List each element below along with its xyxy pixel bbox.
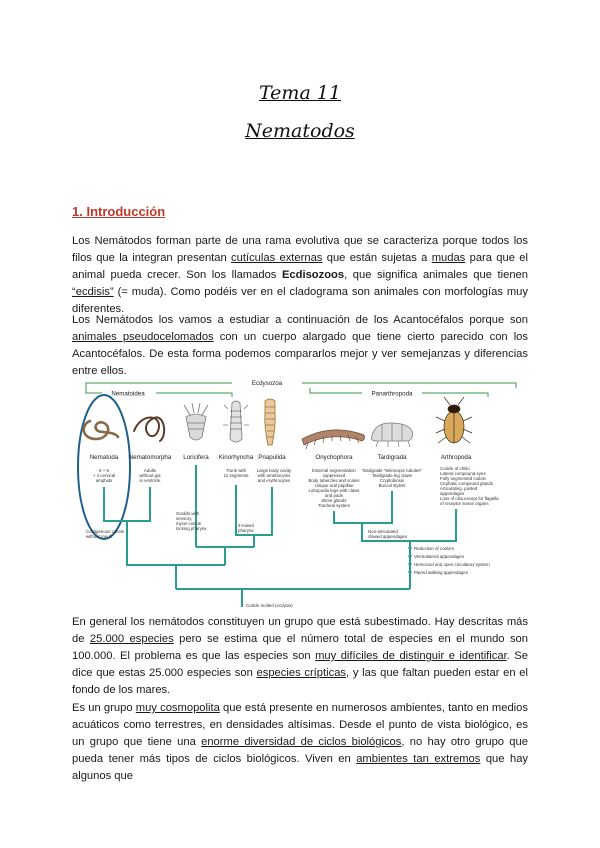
node-note-kin-pri-2: pharynx [238, 528, 254, 533]
page-title-line1: Tema 11 [258, 82, 341, 104]
clado-label-ecdysozoa: Ecdysozoa [251, 380, 283, 387]
note-tardigrada-1: Tardigrade "telescopic tubules" [362, 468, 422, 473]
note-priapulida-2: with amebocytes [257, 473, 291, 478]
clado-label-nematoidea: Nematoidea [111, 390, 145, 398]
priapulida-drawing [265, 399, 275, 445]
node-note-panarthropoda-1: Non-articulated [368, 529, 398, 534]
kinorhyncha-drawing [223, 401, 249, 442]
paragraph-cosmopolita: Es un grupo muy cosmopolita que está presente en numerosos ambientes, tanto en medios acuáticos como terrestres, en densidades altísimas. Desde el punto de vista biológico, es un grupo que tiene una enorme diversidad de ciclos biológicos, no hay otro grupo que pueda tener más tipos de ciclos biológicos. Viven en ambientes tan extremos que hay algunos que [72, 702, 529, 782]
node-note-scalidophora-3: mycel cuticle [176, 521, 202, 526]
note-arthropoda-3: Fully segmented cuticle [440, 476, 486, 481]
paragraph-intro: Los Nemátodos forman parte de una rama evolutiva que se caracteriza porque todos los filos que la integran presentan cutículas externas que están sujetas a mudas para que el animal pueda crecer. Son los llamados Ecdisozoos, que significa animales que tienen “ecdisis” (= muda). Como podéis ver en el cladograma son animales con morfologías muy diferentes. [72, 235, 528, 315]
taxon-tardigrada: Tardigrada [377, 454, 407, 461]
arthropoda-drawing [436, 397, 472, 443]
note-nematomorpha-3: in ventricle [139, 478, 161, 483]
node-note-arthropoda-base-1: Reduction of coelom [414, 546, 455, 551]
note-onychophora-6: and pads [324, 493, 344, 498]
note-kinorhyncha-1: Trunk with [225, 468, 247, 473]
clado-label-panarthropoda: Panarthropoda [371, 390, 413, 398]
paragraph-acantocefalos: Los Nemátodos los vamos a estudiar a continuación de los Acantocéfalos porque son animales pseudocelomados con un cuerpo alargado que tiene cierto parecido con los Acantocéfalos. De esta forma podemos compararlos mejor y ver semejanzas y diferencias entre ellos. [72, 314, 528, 377]
note-kinorhyncha-2: 11 segments [223, 473, 249, 478]
note-onychophora-8: Tracheal system [317, 503, 351, 508]
taxon-arthropoda: Arthropoda [440, 454, 472, 461]
taxon-kinorhyncha: Kinorhyncha [218, 454, 254, 461]
note-arthropoda-8: of receptor sense organs [440, 501, 489, 506]
cladogram-figure [72, 375, 528, 610]
note-onychophora-3: Body tubercles and scales [308, 478, 360, 483]
note-nematoda-2: + 4 cervical [92, 473, 116, 478]
taxon-onychophora: Onychophora [315, 454, 353, 461]
note-nematomorpha-2: without gut [139, 473, 161, 478]
node-note-scalidophora-1: Scalids with [176, 511, 200, 516]
note-nematoda-3: amphids [95, 478, 113, 483]
node-note-arthropoda-base-4: Paired walking appendages [414, 570, 468, 575]
note-onychophora-7: Slime glands [321, 498, 347, 503]
note-tardigrada-4: Buccal stylets [378, 483, 406, 488]
note-arthropoda-4: Cephalic compound glands [440, 481, 493, 486]
node-note-panarthropoda-2: clawed appendages [368, 534, 408, 539]
node-note-arthropoda-base-3: Hemocoel and open circulatory system [414, 562, 490, 567]
page-title-line2: Nematodos [245, 120, 355, 142]
node-note-scalidophora-4: locking pharynx [176, 526, 207, 531]
note-onychophora-1: External segmentation [312, 468, 356, 473]
node-note-scalidophora-2: sensory, [176, 516, 193, 521]
node-note-nematoida-2: without moult [86, 534, 112, 539]
node-note-kin-pri-1: 3-rowed [238, 523, 254, 528]
note-tardigrada-2: Tardigrade leg claws [371, 473, 413, 478]
note-tardigrada-3: Cryptobiosis [379, 478, 405, 483]
loricifera-drawing [184, 403, 208, 440]
paragraph-especies: En general los nemátodos constituyen un grupo que está subestimado. Hay descritas más de 25.000 especies pero se estima que el número total de especies en el mundo son 100.000. El problema es que las especies son muy difíciles de distinguir e identificar. Se dice que estas 25.000 especies son especies crípticas, y las que faltan pueden estar en el fondo de los mares. [72, 616, 528, 696]
node-note-root: Cuticle molted (ecdysis) [246, 603, 293, 608]
onychophora-drawing [302, 430, 365, 449]
note-onychophora-5: Lobopodia legs with claws [308, 488, 360, 493]
note-priapulida-1: Large body cavity [256, 468, 292, 473]
note-nematoda-1: 5 + 5 [99, 468, 109, 473]
note-onychophora-2: suppressed [322, 473, 346, 478]
note-nematomorpha-1: Adults [143, 468, 157, 473]
note-onychophora-4: Unique oral papillae [314, 483, 354, 488]
note-priapulida-3: and erythrocytes [257, 478, 291, 483]
taxon-priapulida: Priapulida [258, 454, 286, 461]
node-note-arthropoda-base-2: Ventrolateral appendages [414, 554, 465, 559]
taxon-nematoda: Nematoda [89, 454, 119, 461]
nematoda-drawing [84, 421, 118, 439]
tardigrada-drawing [372, 423, 413, 447]
note-arthropoda-2: Lateral compound eyes [440, 471, 486, 476]
note-arthropoda-5: Articulating, jointed [440, 486, 478, 491]
taxon-loricifera: Loricifera [183, 454, 209, 461]
note-arthropoda-7: Loss of cilia except for flagella [440, 496, 499, 501]
section-heading: 1. Introducción [72, 204, 166, 219]
taxon-nematomorpha: Nematomorpha [128, 454, 172, 461]
node-note-nematoida-1: Collagenous cuticle [86, 529, 125, 534]
nematomorpha-drawing [134, 417, 164, 441]
note-arthropoda-1: Cuticle of chitin [440, 466, 470, 471]
note-arthropoda-6: appendages [440, 491, 465, 496]
